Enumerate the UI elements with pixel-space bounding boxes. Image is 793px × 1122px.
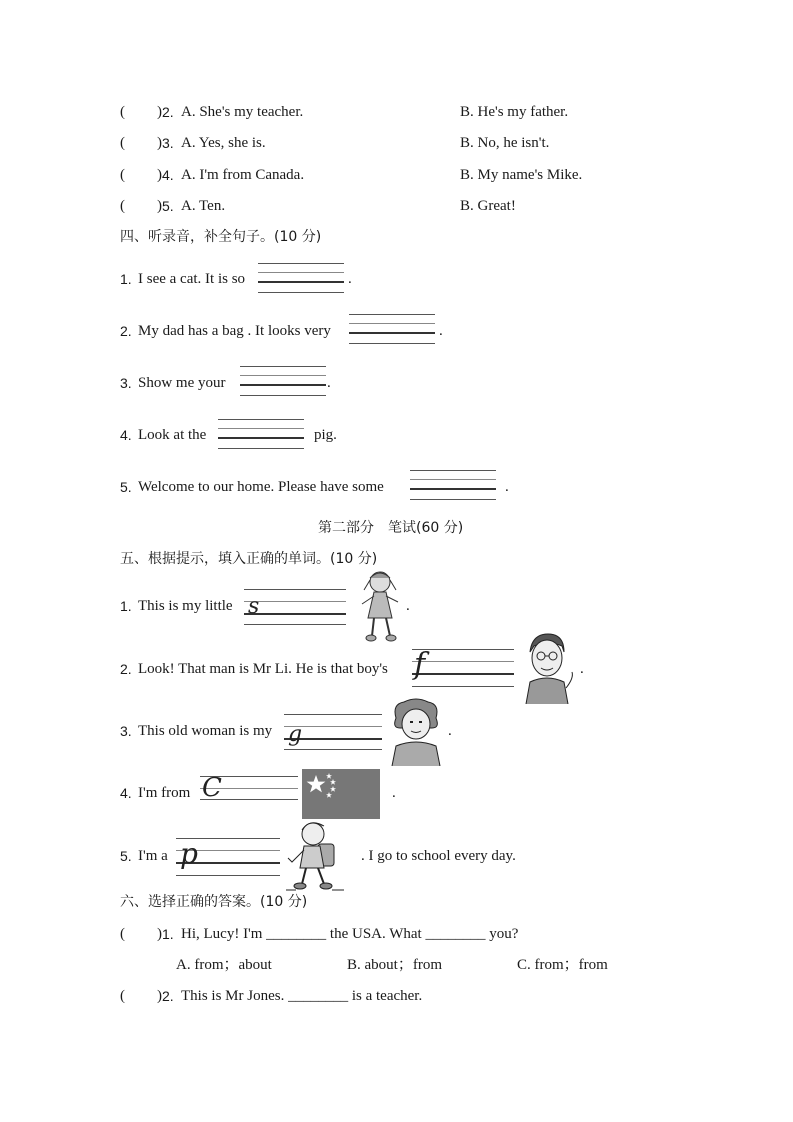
china-flag-icon [302,769,380,819]
sentence-text: I see a cat. It is so [138,271,246,287]
option-b: B. He's my father. [460,104,569,120]
question-number: 3. [162,135,174,151]
answer-paren-open: ( [120,926,125,942]
question-number: 5. [162,198,174,214]
sentence-end: . [505,479,509,495]
option-a: A. Ten. [181,198,226,214]
option-a: A. She's my teacher. [181,104,304,120]
question-number: 4. [120,785,132,801]
section-heading: 五、根据提示，填入正确的单词。(10 分) [120,551,378,567]
writing-lines[interactable] [244,589,346,625]
question-number: 4. [162,167,174,183]
question-number: 1. [120,271,132,287]
question-number: 1. [120,598,132,614]
answer-paren-open: ( [120,988,125,1004]
hint-letter: g [288,722,303,747]
option-c: C. from；from [517,957,608,973]
sentence-text: Welcome to our home. Please have some [138,479,384,495]
grandma-icon [388,698,444,766]
answer-paren-close: ) [157,104,162,120]
sentence-text: Look! That man is Mr Li. He is that boy's [138,661,388,677]
question-number: 5. [120,848,132,864]
answer-paren-open: ( [120,198,125,214]
writing-lines[interactable] [410,470,496,500]
sentence-text: My dad has a bag . It looks very [138,323,331,339]
question-number: 1. [162,926,174,942]
question-number: 2. [162,988,174,1004]
hint-letter: s [248,594,260,619]
sentence-text: I'm from [138,785,191,801]
father-icon [520,632,578,704]
option-b: B. Great! [460,198,516,214]
question-number: 3. [120,723,132,739]
question-number: 2. [162,104,174,120]
question-number: 4. [120,427,132,443]
writing-lines[interactable] [258,263,344,293]
question-number: 2. [120,661,132,677]
answer-paren-close: ) [157,198,162,214]
sentence-end: . [439,323,443,339]
sentence-text: This old woman is my [138,723,273,739]
writing-lines[interactable] [349,314,435,344]
option-b: B. about；from [347,957,442,973]
answer-paren-close: ) [157,135,162,151]
option-b: B. No, he isn't. [460,135,550,151]
hint-letter: p [180,837,198,870]
answer-paren-close: ) [157,167,162,183]
answer-paren-open: ( [120,135,125,151]
sentence-end: . [348,271,352,287]
answer-paren-close: ) [157,926,162,942]
sentence-end: . I go to school every day. [361,848,516,864]
sentence-text: This is my little [138,598,233,614]
answer-paren-close: ) [157,988,162,1004]
question-number: 3. [120,375,132,391]
question-number: 2. [120,323,132,339]
sentence-end: . [327,375,331,391]
sentence-end: . [392,785,396,801]
sentence-text: Look at the [138,427,207,443]
sentence-end: . [580,661,584,677]
girl-icon [356,568,404,646]
section-heading: 四、听录音，补全句子。(10 分) [120,229,322,245]
sentence-text: I'm a [138,848,168,864]
sentence-end: pig. [314,427,337,443]
question-text: Hi, Lucy! I'm ________ the USA. What ________ you? [181,926,519,942]
option-a: A. I'm from Canada. [181,167,305,183]
hint-letter: f [414,647,426,682]
answer-paren-open: ( [120,167,125,183]
part-title: 第二部分 笔试(60 分) [318,520,464,536]
answer-paren-open: ( [120,104,125,120]
sentence-end: . [406,598,410,614]
writing-lines[interactable] [240,366,326,396]
writing-lines[interactable] [412,649,514,687]
writing-lines[interactable] [218,419,304,449]
sentence-end: . [448,723,452,739]
pupil-icon [284,818,346,892]
question-text: This is Mr Jones. ________ is a teacher. [181,988,423,1004]
section-heading: 六、选择正确的答案。(10 分) [120,894,308,910]
option-b: B. My name's Mike. [460,167,583,183]
question-number: 5. [120,479,132,495]
option-a: A. Yes, she is. [181,135,266,151]
option-a: A. from；about [176,957,272,973]
hint-letter: C [202,773,222,803]
sentence-text: Show me your [138,375,226,391]
